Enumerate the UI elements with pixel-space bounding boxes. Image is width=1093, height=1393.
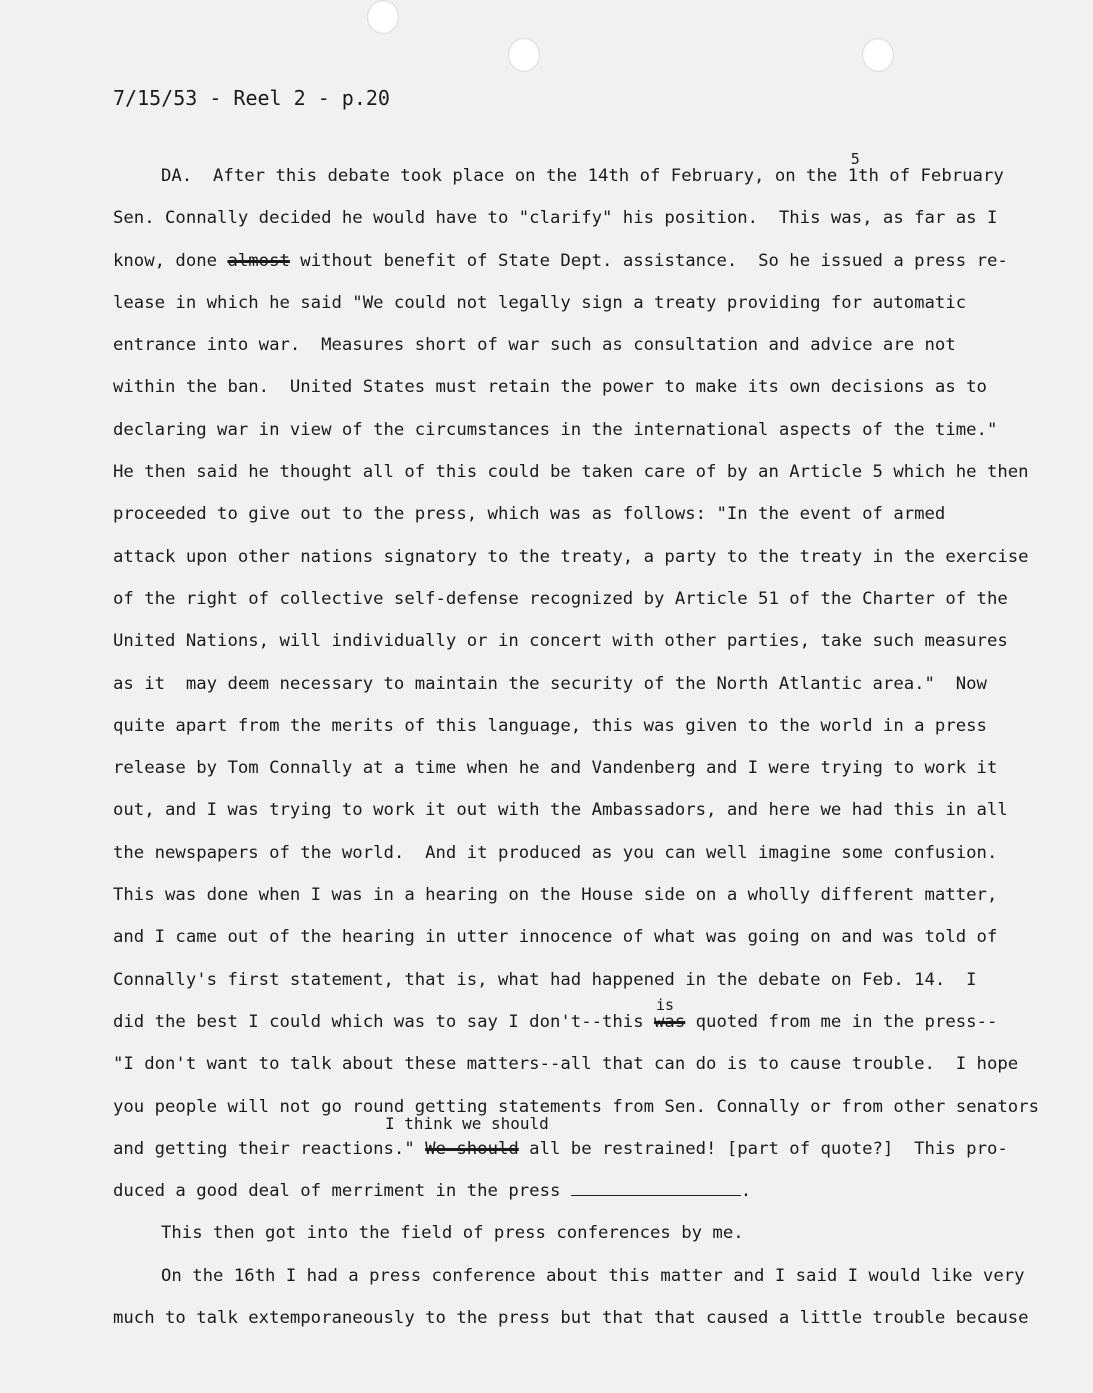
text-line	[113, 1043, 1048, 1085]
text-line	[113, 1170, 1048, 1212]
line-text: know, done	[113, 250, 228, 271]
line-text: Connally's first statement, that is, what had happened in the debate on Feb. 14. I	[113, 969, 977, 990]
page-header: 7/15/53 - Reel 2 - p.20	[113, 86, 390, 110]
line-text: within the ban. United States must retain the power to make its own decisions as to	[113, 377, 987, 398]
line-text: much to talk extemporaneously to the press but that that caused a little trouble because	[113, 1308, 1029, 1329]
line-text: you people will not go round getting statements from Sen. Connally or from other senators	[113, 1096, 1039, 1117]
text-line	[113, 959, 1048, 1001]
text-line	[113, 1113, 1048, 1170]
line-text: declaring war in view of the circumstances in the international aspects of the time."	[113, 419, 998, 440]
line-text: This then got into the field of press conferences by me.	[161, 1223, 744, 1244]
blank-underline	[571, 1177, 741, 1196]
text-line	[113, 874, 1048, 916]
line-text: This was done when I was in a hearing on the House side on a wholly different matter,	[113, 885, 998, 906]
line-text: and getting their reactions."	[113, 1138, 426, 1159]
line-text: and I came out of the hearing in utter innocence of what was going on and was told of	[113, 927, 998, 948]
line-text: attack upon other nations signatory to the treaty, a party to the treaty in the exercise	[113, 546, 1029, 567]
text-line	[113, 916, 1048, 958]
text-line	[113, 705, 1048, 747]
text-line	[113, 789, 1048, 831]
text-line	[113, 451, 1048, 493]
text-line	[113, 150, 1048, 197]
line-text: Sen. Connally decided he would have to "clarify" his position. This was, as far as I	[113, 208, 998, 229]
text-line	[113, 1297, 1048, 1339]
text-line	[113, 366, 1048, 408]
text-line	[113, 620, 1048, 662]
line-text: proceeded to give out to the press, which was as follows: "In the event of armed	[113, 504, 946, 525]
text-line	[113, 832, 1048, 874]
text-line	[113, 536, 1048, 578]
line-text: duced a good deal of merriment in the press	[113, 1181, 571, 1202]
line-text: did the best I could which was to say I don't--this	[113, 1011, 655, 1032]
text-line	[113, 324, 1048, 366]
text-line	[113, 197, 1048, 239]
punch-hole	[367, 0, 399, 34]
line-text: He then said he thought all of this could be taken care of by an Article 5 which he then	[113, 462, 1029, 483]
line-text: release by Tom Connally at a time when he and Vandenberg and I were trying to work it	[113, 758, 998, 779]
line-text: th of February	[858, 166, 1004, 186]
struck-word: We should	[425, 1138, 519, 1159]
punch-hole	[508, 38, 540, 72]
text-line	[113, 282, 1048, 324]
line-text: the newspapers of the world. And it produced as you can well imagine some confusion.	[113, 842, 998, 863]
text-line	[113, 493, 1048, 535]
handwritten-insertion: I think we should	[385, 1113, 549, 1133]
correction-mark: 1 5	[847, 150, 860, 186]
line-text: entrance into war. Measures short of war such as consultation and advice are not	[113, 335, 956, 356]
line-text: lease in which he said "We could not legally sign a treaty providing for automatic	[113, 292, 967, 313]
interlinear-correction: is	[656, 995, 675, 1014]
line-text: "I don't want to talk about these matters--all that can do is to cause trouble. I hope	[113, 1054, 1019, 1075]
text-line	[113, 995, 1048, 1043]
punch-hole	[862, 38, 894, 72]
text-line	[113, 240, 1048, 282]
line-text: as it may deem necessary to maintain the security of the North Atlantic area." Now	[113, 673, 987, 694]
line-text: quite apart from the merits of this language, this was given to the world in a press	[113, 715, 987, 736]
struck-word: almost	[227, 250, 290, 271]
text-line	[113, 1086, 1048, 1128]
line-text: of the right of collective self-defense recognized by Article 51 of the Charter of the	[113, 588, 1008, 609]
line-text: United Nations, will individually or in concert with other parties, take such measures	[113, 631, 1008, 652]
struck-word: was is	[654, 995, 686, 1032]
text-line	[113, 1212, 1048, 1254]
text-line	[113, 747, 1048, 789]
text-line	[113, 1255, 1048, 1297]
line-text: without benefit of State Dept. assistance. So he issued a press re-	[289, 250, 1008, 271]
line-text: out, and I was trying to work it out with the Ambassadors, and here we had this in all	[113, 800, 1008, 821]
document-body	[113, 150, 1048, 1339]
line-text: quoted from me in the press--	[685, 1011, 998, 1032]
line-text: .	[740, 1181, 752, 1202]
text-line	[113, 578, 1048, 620]
line-text: all be restrained! [part of quote?] This pro-	[518, 1138, 1008, 1159]
text-line	[113, 663, 1048, 705]
text-line	[113, 409, 1048, 451]
line-text: DA. After this debate took place on the 14th of February, on the	[161, 166, 848, 186]
line-text: On the 16th I had a press conference about this matter and I said I would like very	[161, 1265, 1025, 1286]
